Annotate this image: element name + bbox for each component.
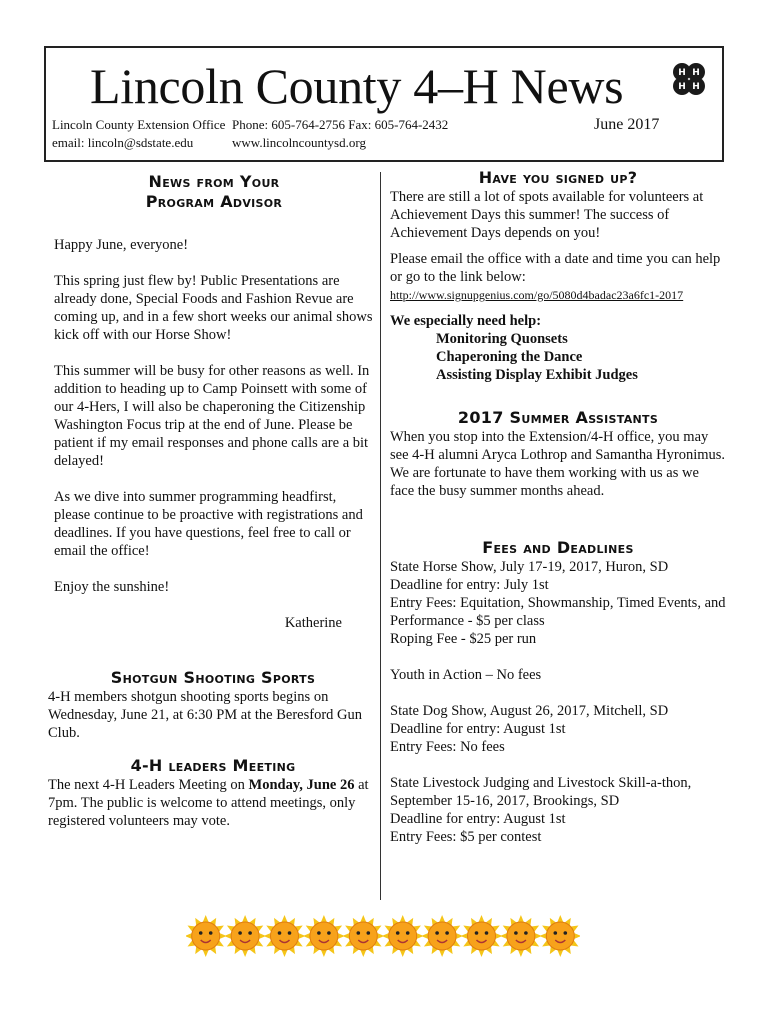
sun-border <box>186 904 580 968</box>
signup-section <box>390 168 726 384</box>
signup-link[interactable]: http://www.signupgenius.com/go/5080d4badac23a6fc1-2017 <box>390 288 684 302</box>
fees-line: Entry Fees: No fees <box>390 739 505 755</box>
fees-line: State Horse Show, July 17-19, 2017, Huron, SD <box>390 559 669 575</box>
advisor-closing: Enjoy the sunshine! <box>54 579 170 595</box>
leaders-body-text: The next 4-H Leaders Meeting on <box>48 777 249 793</box>
assistants-section <box>390 408 726 500</box>
sun-icon <box>382 915 424 957</box>
advisor-greeting: Happy June, everyone! <box>54 237 189 253</box>
issue-date: June 2017 <box>594 116 660 133</box>
advisor-heading <box>54 172 374 212</box>
fees-line: Entry Fees: Equitation, Showmanship, Timed Events, and Performance - $5 per class <box>390 595 726 629</box>
four-h-clover-icon <box>668 58 710 100</box>
fees-line: Deadline for entry: August 1st <box>390 721 566 737</box>
sun-icon <box>264 915 306 957</box>
sun-icon <box>500 915 542 957</box>
fees-line: Entry Fees: $5 per contest <box>390 829 542 845</box>
leaders-heading: 4-H leaders Meeting <box>130 756 296 775</box>
advisor-heading-line1: News from Your <box>148 172 280 191</box>
newsletter-title: Lincoln County 4–H News <box>90 58 624 114</box>
shooting-heading: Shotgun Shooting Sports <box>110 668 316 687</box>
fees-line: State Livestock Judging and Livestock Skill-a-thon, September 15-16, 2017, Brookings, SD <box>390 775 692 809</box>
fees-line: Deadline for entry: August 1st <box>390 811 566 827</box>
office-email: email: lincoln@sdstate.edu <box>52 135 194 150</box>
sun-icon <box>186 915 227 957</box>
svg-text:H: H <box>678 68 686 78</box>
office-website: www.lincolncountysd.org <box>232 135 366 150</box>
sun-icon <box>303 915 345 957</box>
fees-line: Deadline for entry: July 1st <box>390 577 549 593</box>
masthead-contact-right <box>232 116 448 152</box>
advisor-paragraph: This summer will be busy for other reasons as well. In addition to heading up to Camp Poinsett with some of our 4-Hers, I will also be chaperoning the Citizenship Washington Focus trip at the end of June. Please be patient if my email responses and phone calls are a bit delayed! <box>54 363 370 469</box>
fees-line: Youth in Action – No fees <box>390 667 542 683</box>
assistants-body: When you stop into the Extension/4-H office, you may see 4-H alumni Aryca Lothrop and Samantha Hyronimus. We are fortunate to have them working with us as we face the busy summer months ahead. <box>390 429 726 499</box>
sun-icon <box>461 915 503 957</box>
signup-paragraph: Please email the office with a date and time you can help or go to the link below: <box>390 251 721 285</box>
office-name: Lincoln County Extension Office <box>52 117 226 132</box>
advisor-paragraph: This spring just flew by! Public Presentations are already done, Special Foods and Fashion Revue are coming up, and in a few short weeks our animal shows kick off with our Horse Show! <box>54 273 373 343</box>
advisor-signature: Katherine <box>284 615 342 631</box>
leaders-body-text: at 7pm. The public is welcome to attend meetings, only registered volunteers may vote. <box>48 777 369 829</box>
advisor-paragraph: As we dive into summer programming headfirst, please continue to be proactive with registrations and deadlines. If you have questions, feel free to call or email the office! <box>54 489 363 559</box>
svg-text:H: H <box>692 82 700 92</box>
svg-text:H: H <box>678 82 686 92</box>
svg-text:H: H <box>692 68 700 78</box>
signup-paragraph: There are still a lot of spots available for volunteers at Achievement Days this summer! The success of Achievement Days depends on you! <box>390 189 704 241</box>
fees-section <box>390 538 726 846</box>
left-lower-section <box>48 668 378 830</box>
advisor-heading-line2: Program Advisor <box>145 192 283 211</box>
help-item: Assisting Display Exhibit Judges <box>436 367 638 383</box>
sun-icon <box>421 915 463 957</box>
fees-heading: Fees and Deadlines <box>482 538 634 557</box>
masthead <box>44 46 724 162</box>
shooting-body: 4-H members shotgun shooting sports begins on Wednesday, June 21, at 6:30 PM at the Beresford Gun Club. <box>48 689 363 741</box>
fees-line: State Dog Show, August 26, 2017, Mitchell, SD <box>390 703 669 719</box>
advisor-section <box>54 172 374 632</box>
need-help-label: We especially need help: <box>390 313 542 329</box>
sun-icon <box>224 915 266 957</box>
office-phone-fax: Phone: 605-764-2756 Fax: 605-764-2432 <box>232 117 449 132</box>
signup-heading: Have you signed up? <box>478 168 638 187</box>
column-divider <box>380 172 381 900</box>
sun-icon <box>342 915 384 957</box>
help-item: Monitoring Quonsets <box>436 331 568 347</box>
leaders-body <box>48 776 378 830</box>
help-item: Chaperoning the Dance <box>436 349 583 365</box>
sun-icon <box>539 915 580 957</box>
fees-line: Roping Fee - $25 per run <box>390 631 537 647</box>
masthead-contact-left <box>52 116 225 152</box>
assistants-heading: 2017 Summer Assistants <box>457 408 659 427</box>
leaders-meeting-date: Monday, June 26 <box>248 777 355 793</box>
